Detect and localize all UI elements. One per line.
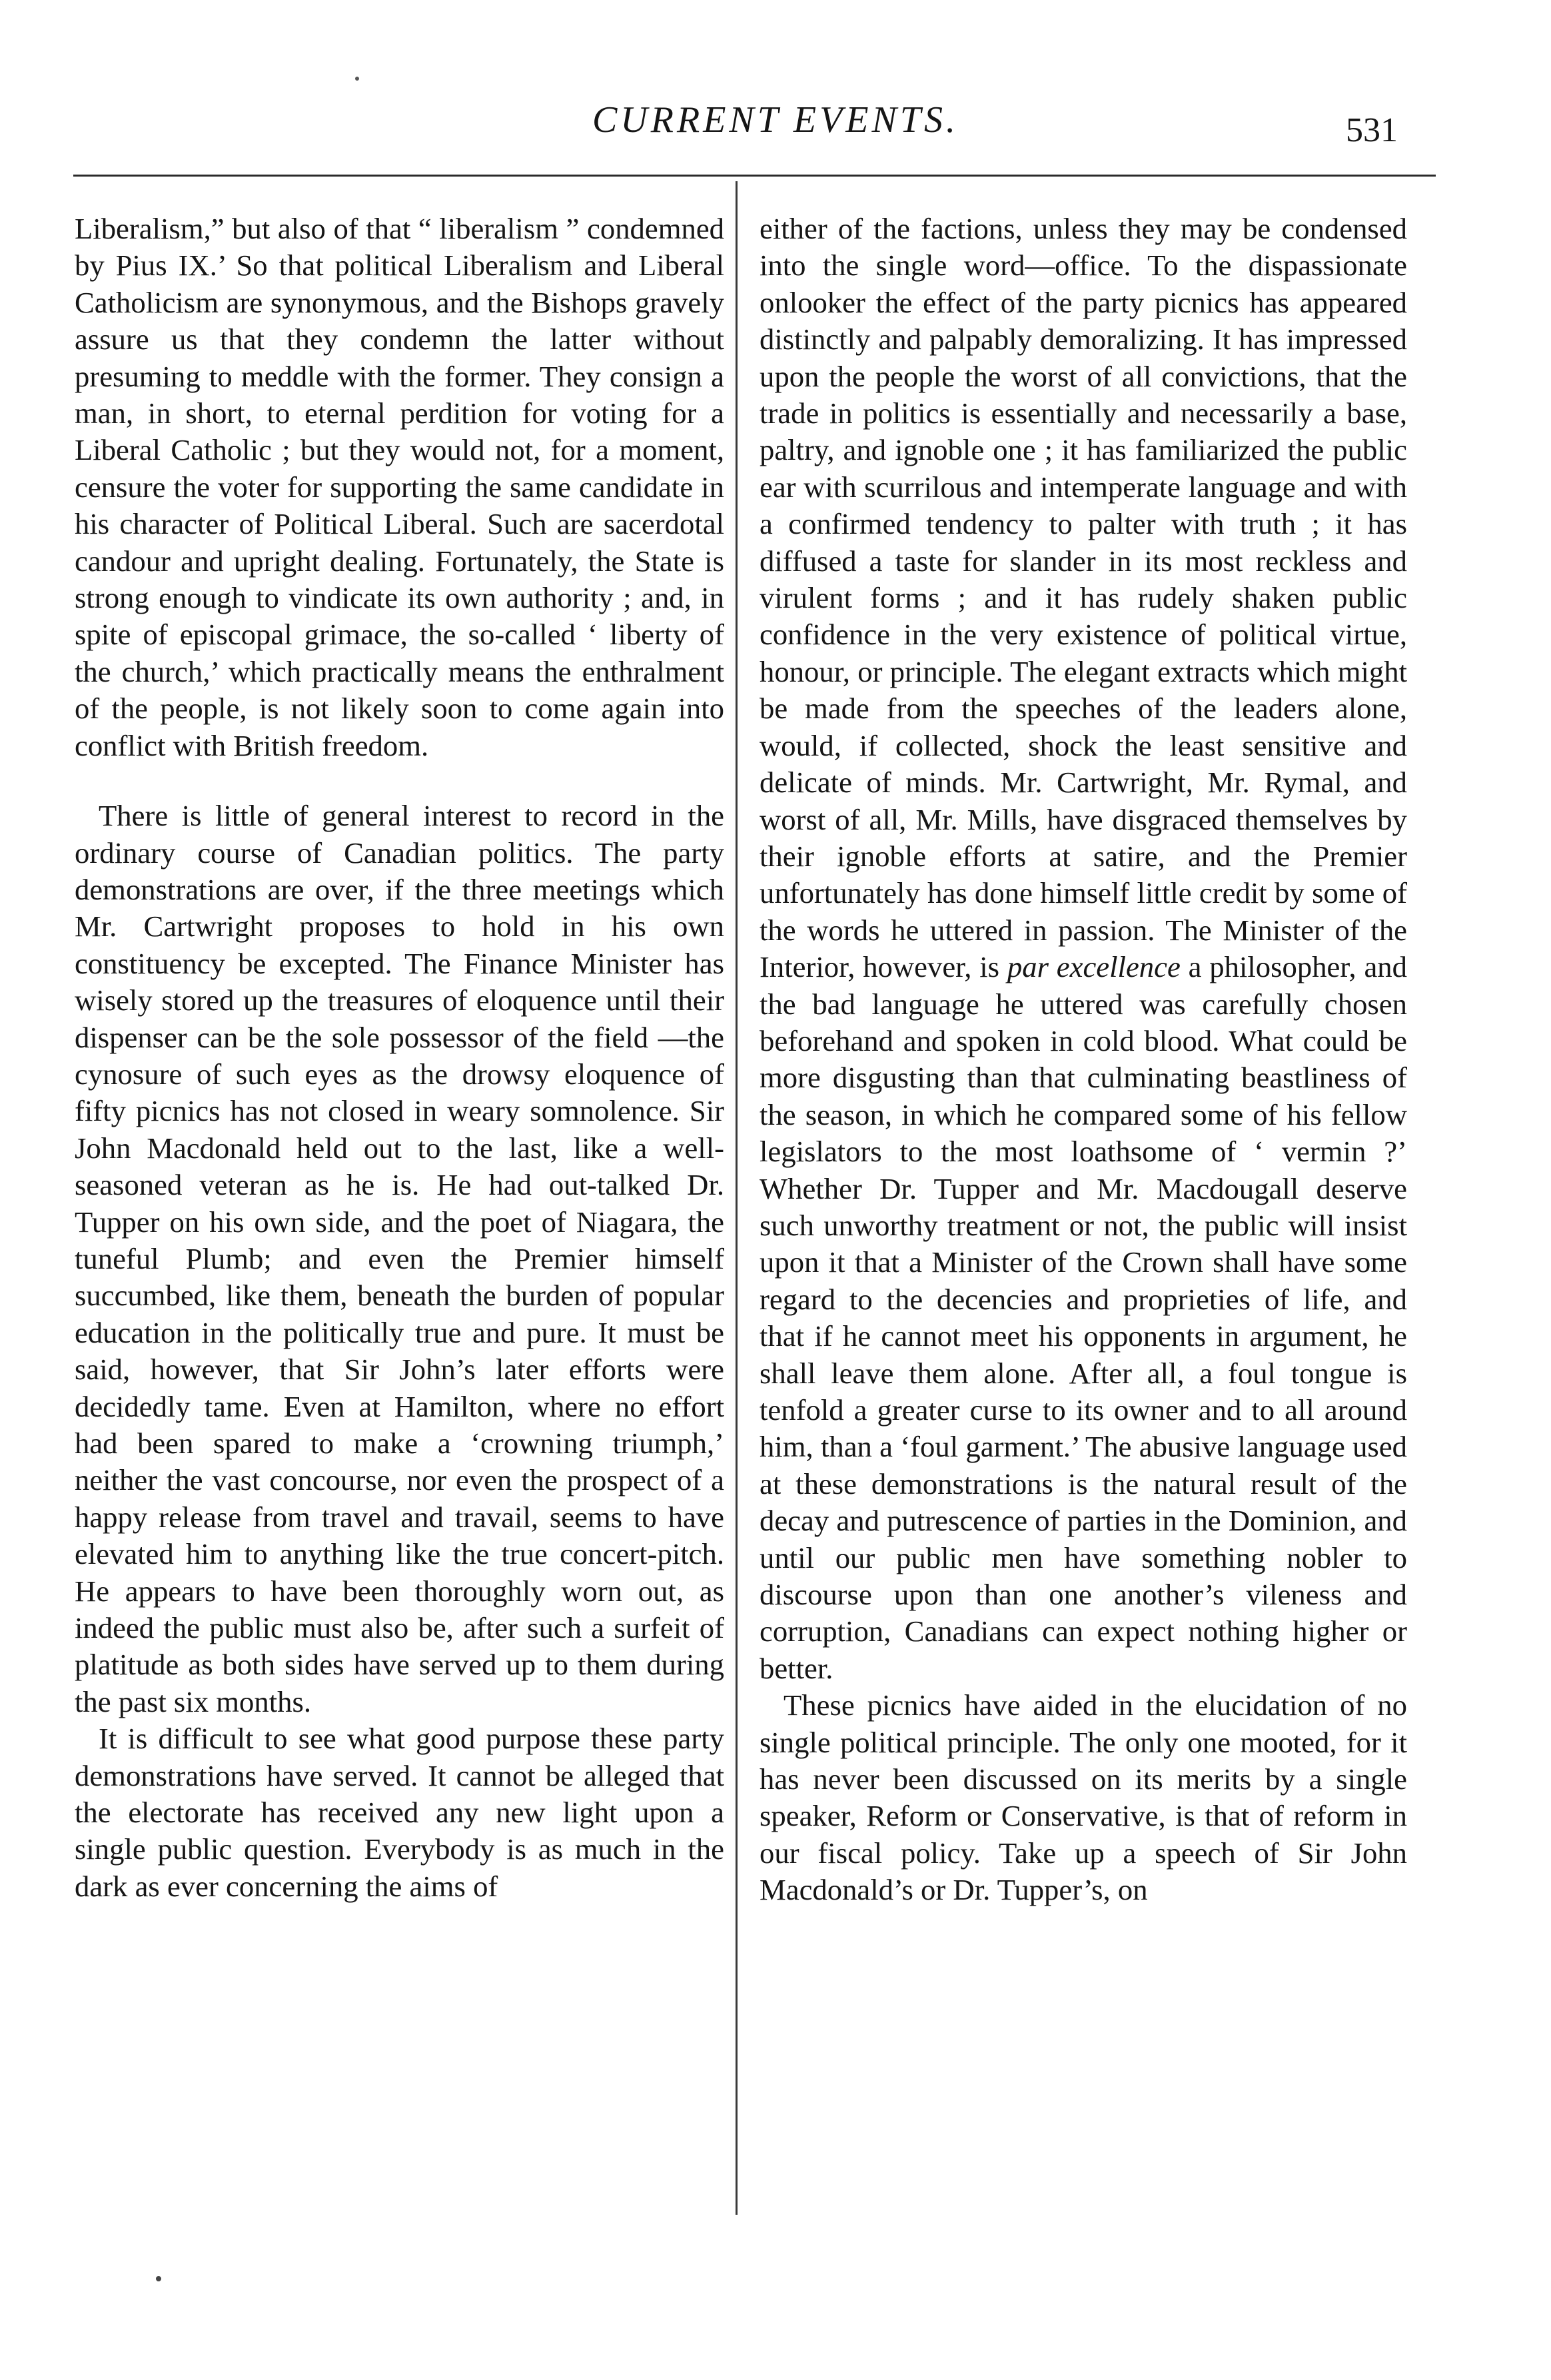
column-divider (736, 181, 738, 2215)
page-number: 531 (1346, 111, 1398, 149)
paragraph (760, 211, 1407, 1687)
left-column (75, 211, 724, 1905)
paragraph: These picnics have aided in the elucidation of no single political principle. The only one mooted, for it has never been discussed on its merits by a single speaker, Reform or Conservative, is that of reform in our fiscal policy. Take up a speech of Sir John Macdonald’s or Dr. Tupper’s, on (760, 1688, 1407, 1907)
running-title: CURRENT EVENTS. (592, 99, 959, 141)
ink-speck (156, 2276, 161, 2281)
right-column (760, 211, 1407, 1909)
ink-speck (355, 77, 359, 81)
paragraph: Liberalism,” but also of that “ liberalism ” condemned by Pius IX.’ So that political Liberalism and Liberal Catholicism are synonymous, and the Bishops gravely assure us that they condemn the latter without presuming to meddle with the former. They consign a man, in short, to eternal perdition for voting for a Liberal Catholic ; but they would not, for a moment, censure the voter for supporting the same candidate in his character of Political Liberal. Such are sacerdotal candour and upright dealing. Fortunately, the State is strong enough to vindicate its own authority ; and, in spite of episcopal grimace, the so-called ‘ liberty of the church,’ which practically means the enthralment of the people, is not likely soon to come again into conflict with British freedom. (75, 212, 724, 762)
paragraph: There is little of general interest to record in the ordinary course of Canadian politics. The party demonstrations are over, if the three meetings which Mr. Cartwright proposes to hold in his own constituency be excepted. The Finance Minister has wisely stored up the treasures of eloquence until their dispenser can be the sole possessor of the field —the cynosure of such eyes as the drowsy eloquence of fifty picnics has not closed in weary somnolence. Sir John Macdonald held out to the last, like a well-seasoned veteran as he is. He had out-talked Dr. Tupper on his own side, and the poet of Niagara, the tuneful Plumb; and even the Premier himself succumbed, like them, beneath the burden of popular education in the politically true and pure. It must be said, however, that Sir John’s later efforts were decidedly tame. Even at Hamilton, where no effort had been spared to make a ‘crowning triumph,’ neither the vast concourse, nor even the prospect of a happy release from travel and travail, seems to have elevated him to anything like the true concert-pitch. He appears to have been thoroughly worn out, as indeed the public must also be, after such a surfeit of platitude as both sides have served up to them during the past six months. (75, 799, 724, 1718)
header-rule (73, 175, 1436, 177)
italic-phrase: par excellence (1007, 950, 1181, 984)
paragraph-text: either of the factions, unless they may be condensed into the single word—office. To the dispassionate onlooker the effect of the party picnics has appeared distinctly and palpably demoralizing. It has impressed upon the people the worst of all convictions, that the trade in politics is essentially and necessarily a base, paltry, and ignoble one ; it has familiarized the public ear with scurrilous and intemperate language and with a confirmed tendency to palter with truth ; it has diffused a taste for slander in its most reckless and virulent forms ; and it has rudely shaken public confidence in the very existence of political virtue, honour, or principle. The elegant extracts which might be made from the speeches of the leaders alone, would, if collected, shock the least sensitive and delicate of minds. Mr. Cartwright, Mr. Rymal, and worst of all, Mr. Mills, have disgraced themselves by their ignoble efforts at satire, and the Premier unfortunately has done himself little credit by some of the words he uttered in passion. The Minister of the Interior, however, is (760, 212, 1407, 984)
paragraph-text: a philosopher, and the bad language he uttered was carefully chosen beforehand and spoken in cold blood. What could be more disgusting than that culminating beastliness of the season, in which he compared some of his fellow legislators to the most loathsome of ‘ vermin ?’ Whether Dr. Tupper and Mr. Macdougall deserve such unworthy treatment or not, the public will insist upon it that a Minister of the Crown shall have some regard to the decencies and proprieties of life, and that if he cannot meet his opponents in argument, he shall leave them alone. After all, a foul tongue is tenfold a greater curse to its owner and to all around him, than a ‘foul garment.’ The abusive language used at these demonstrations is the natural result of the decay and putrescence of parties in the Dominion, and until our public men have something nobler to discourse upon than one another’s vileness and corruption, Canadians can expect nothing higher or better. (760, 950, 1407, 1685)
paragraph: It is difficult to see what good purpose these party demonstrations have served. It cannot be alleged that the electorate has received any new light upon a single public question. Everybody is as much in the dark as ever concerning the aims of (75, 1722, 724, 1903)
